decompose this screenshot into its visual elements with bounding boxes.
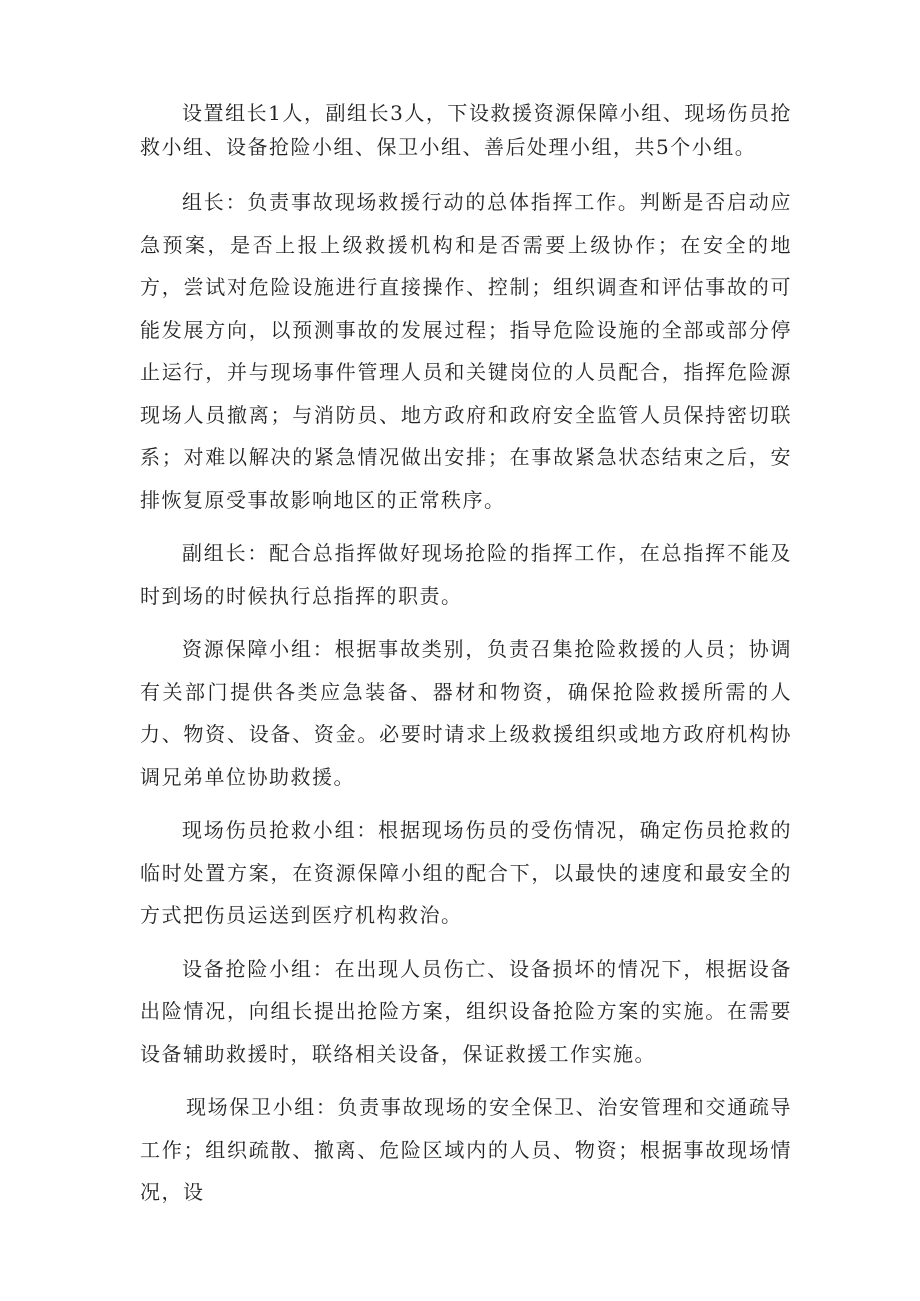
document-body	[140, 96, 792, 1225]
paragraph-security-team: 现场保卫小组：负责事故现场的安全保卫、治安管理和交通疏导工作；组织疏散、撤离、危险区域内的人员、物资；根据事故现场情况，设	[140, 1095, 792, 1204]
paragraph-deputy-leader-duties: 副组长：配合总指挥做好现场抢险的指挥工作，在总指挥不能及时到场的时候执行总指挥的职责。	[140, 541, 792, 608]
paragraph-leader-duties: 组长：负责事故现场救援行动的总体指挥工作。判断是否启动应急预案，是否上报上级救援机构和是否需要上级协作；在安全的地方，尝试对危险设施进行直接操作、控制；组织调查和评估事故的可能发展方向，以预测事故的发展过程；指导危险设施的全部或部分停止运行，并与现场事件管理人员和关键岗位的人员配合，指挥危险源现场人员撤离；与消防员、地方政府和政府安全监管人员保持密切联系；对难以解决的紧急情况做出安排；在事故紧急状态结束之后，安排恢复原受事故影响地区的正常秩序。	[140, 190, 792, 512]
paragraph-casualty-rescue-team: 现场伤员抢救小组：根据现场伤员的受伤情况，确定伤员抢救的临时处置方案，在资源保障小组的配合下，以最快的速度和最安全的方式把伤员运送到医疗机构救治。	[140, 818, 792, 927]
paragraph-equipment-rescue-team: 设备抢险小组：在出现人员伤亡、设备损坏的情况下，根据设备出险情况，向组长提出抢险方案，组织设备抢险方案的实施。在需要设备辅助救援时，联络相关设备，保证救援工作实施。	[140, 956, 792, 1066]
paragraph-group-setup: 设置组长1人，副组长3人，下设救援资源保障小组、现场伤员抢救小组、设备抢险小组、保卫小组、善后处理小组，共5个小组。	[140, 101, 792, 159]
paragraph-resource-support-team: 资源保障小组：根据事故类别，负责召集抢险救援的人员；协调有关部门提供各类应急装备、器材和物资，确保抢险救援所需的人力、物资、设备、资金。必要时请求上级救援组织或地方政府机构协调兄弟单位协助救援。	[140, 637, 792, 789]
